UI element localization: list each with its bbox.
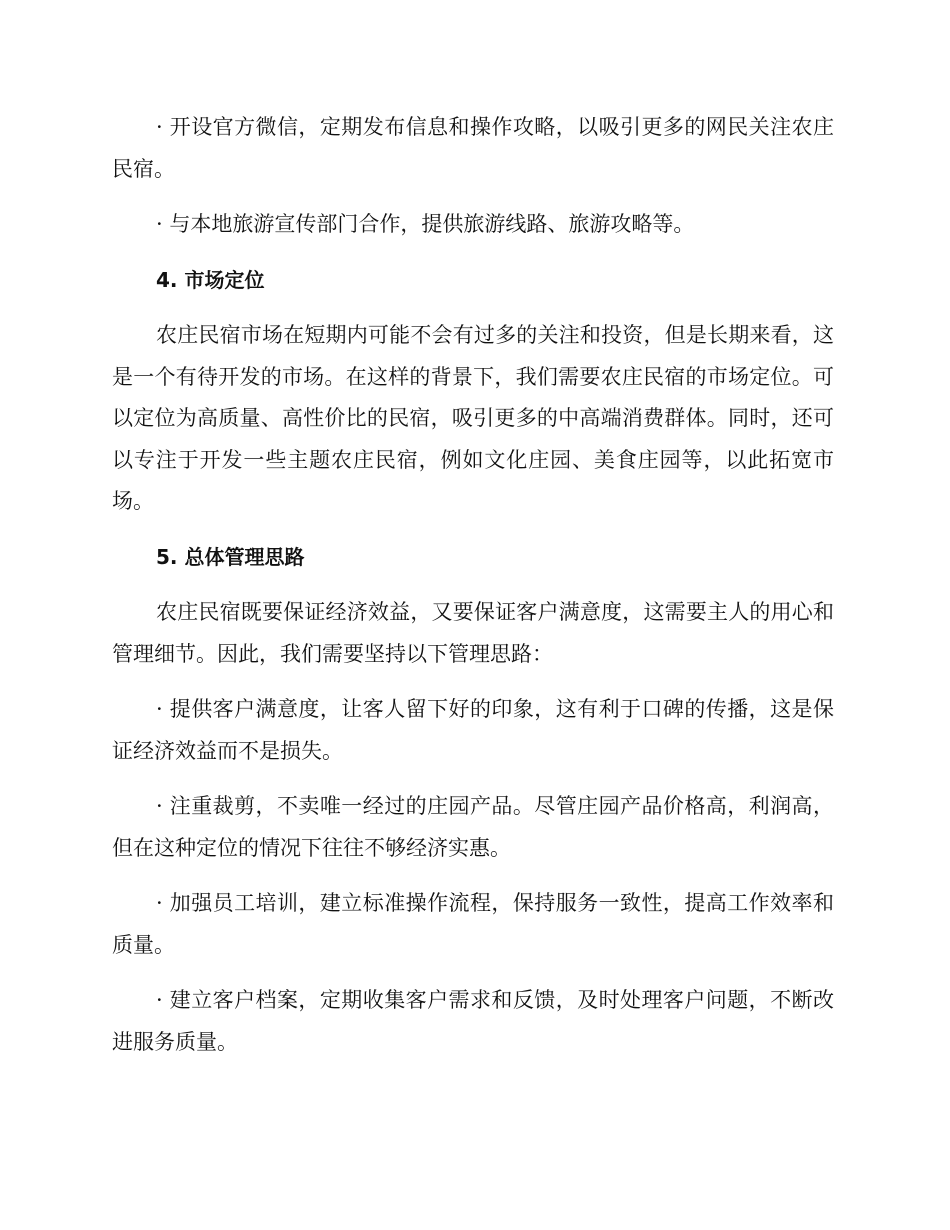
document-body <box>112 107 834 1077</box>
paragraph-management-intro: 农庄民宿既要保证经济效益，又要保证客户满意度，这需要主人的用心和管理细节。因此，我们需要坚持以下管理思路： <box>112 600 834 666</box>
bullet-staff-training: · 加强员工培训，建立标准操作流程，保持服务一致性，提高工作效率和质量。 <box>112 891 834 957</box>
bullet-customer-records: · 建立客户档案，定期收集客户需求和反馈，及时处理客户问题，不断改进服务质量。 <box>112 988 834 1054</box>
bullet-tourism-cooperation: · 与本地旅游宣传部门合作，提供旅游线路、旅游攻略等。 <box>156 212 695 236</box>
bullet-product-trimming: · 注重裁剪，不卖唯一经过的庄园产品。尽管庄园产品价格高，利润高，但在这种定位的情况下往往不够经济实惠。 <box>112 794 834 860</box>
paragraph-market-positioning: 农庄民宿市场在短期内可能不会有过多的关注和投资，但是长期来看，这是一个有待开发的市场。在这样的背景下，我们需要农庄民宿的市场定位。可以定位为高质量、高性价比的民宿，吸引更多的中高端消费群体。同时，还可以专注于开发一些主题农庄民宿，例如文化庄园、美食庄园等，以此拓宽市场。 <box>112 323 834 513</box>
bullet-customer-satisfaction: · 提供客户满意度，让客人留下好的印象，这有利于口碑的传播，这是保证经济效益而不是损失。 <box>112 697 834 763</box>
section-heading-market-positioning: 4. 市场定位 <box>156 267 265 292</box>
bullet-wechat: · 开设官方微信，定期发布信息和操作攻略，以吸引更多的网民关注农庄民宿。 <box>112 115 834 181</box>
section-heading-management: 5. 总体管理思路 <box>156 544 305 569</box>
